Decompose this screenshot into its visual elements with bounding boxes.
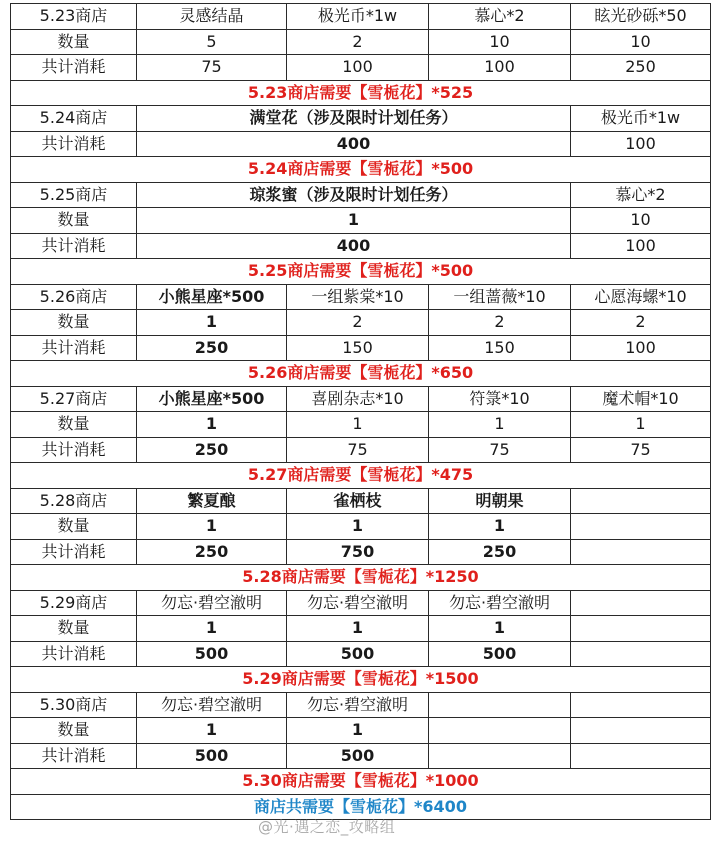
cost-cell: 500: [287, 743, 429, 769]
item-cell: 眩光砂砾*50: [571, 4, 711, 30]
shop-cost-table: [10, 3, 711, 820]
table-row: [11, 233, 711, 259]
quantity-cell: 5: [137, 29, 287, 55]
shop-summary: 5.26商店需要【雪栀花】*650: [11, 361, 711, 387]
empty-cell: [571, 616, 711, 642]
table-row: [11, 641, 711, 667]
cost-cell: 150: [287, 335, 429, 361]
table-row: [11, 386, 711, 412]
empty-cell: [571, 641, 711, 667]
cost-label: 共计消耗: [11, 233, 137, 259]
table-row: [11, 539, 711, 565]
item-cell: 勿忘·碧空澈明: [137, 692, 287, 718]
shop-date-cell: 5.25商店: [11, 182, 137, 208]
table-row: [11, 361, 711, 387]
shop-date-cell: 5.23商店: [11, 4, 137, 30]
item-cell: 小熊星座*500: [137, 386, 287, 412]
cost-cell: 100: [287, 55, 429, 81]
quantity-label: 数量: [11, 29, 137, 55]
cost-cell: 75: [429, 437, 571, 463]
cost-cell: 400: [137, 233, 571, 259]
table-row: [11, 488, 711, 514]
cost-cell: 250: [429, 539, 571, 565]
item-cell: 勿忘·碧空澈明: [429, 590, 571, 616]
cost-label: 共计消耗: [11, 437, 137, 463]
empty-cell: [571, 718, 711, 744]
shop-summary: 5.30商店需要【雪栀花】*1000: [11, 769, 711, 795]
cost-cell: 500: [287, 641, 429, 667]
cost-cell: 400: [137, 131, 571, 157]
quantity-cell: 1: [287, 718, 429, 744]
quantity-cell: 1: [429, 412, 571, 438]
grand-total: 商店共需要【雪栀花】*6400: [11, 794, 711, 820]
shop-summary: 5.24商店需要【雪栀花】*500: [11, 157, 711, 183]
cost-cell: 750: [287, 539, 429, 565]
cost-label: 共计消耗: [11, 641, 137, 667]
cost-label: 共计消耗: [11, 131, 137, 157]
table-row: [11, 412, 711, 438]
cost-cell: 500: [137, 641, 287, 667]
table-row: [11, 769, 711, 795]
cost-cell: 75: [287, 437, 429, 463]
cost-cell: 100: [429, 55, 571, 81]
item-cell: 琼浆蜜（涉及限时计划任务）: [137, 182, 571, 208]
item-cell: 魔术帽*10: [571, 386, 711, 412]
shop-date-cell: 5.26商店: [11, 284, 137, 310]
quantity-label: 数量: [11, 616, 137, 642]
table-row: [11, 616, 711, 642]
cost-cell: 250: [137, 335, 287, 361]
cost-label: 共计消耗: [11, 743, 137, 769]
table-row: [11, 463, 711, 489]
cost-cell: 150: [429, 335, 571, 361]
table-row: [11, 667, 711, 693]
table-row: [11, 692, 711, 718]
table-row: [11, 437, 711, 463]
quantity-cell: 1: [137, 412, 287, 438]
cost-cell: 250: [571, 55, 711, 81]
item-cell: 雀栖枝: [287, 488, 429, 514]
empty-cell: [571, 743, 711, 769]
table-row: [11, 284, 711, 310]
shop-summary: 5.23商店需要【雪栀花】*525: [11, 80, 711, 106]
table-row: [11, 157, 711, 183]
quantity-cell: 2: [571, 310, 711, 336]
quantity-cell: 1: [137, 616, 287, 642]
quantity-cell: 2: [287, 310, 429, 336]
shop-date-cell: 5.27商店: [11, 386, 137, 412]
cost-label: 共计消耗: [11, 539, 137, 565]
table-row: [11, 718, 711, 744]
table-row: [11, 743, 711, 769]
shop-summary: 5.28商店需要【雪栀花】*1250: [11, 565, 711, 591]
quantity-cell: 1: [429, 514, 571, 540]
cost-cell: 100: [571, 335, 711, 361]
table-row: [11, 590, 711, 616]
shop-summary: 5.25商店需要【雪栀花】*500: [11, 259, 711, 285]
item-cell: 慕心*2: [571, 182, 711, 208]
quantity-cell: 1: [137, 718, 287, 744]
cost-cell: 100: [571, 233, 711, 259]
quantity-cell: 10: [429, 29, 571, 55]
table-row: [11, 29, 711, 55]
quantity-cell: 2: [429, 310, 571, 336]
quantity-cell: 1: [429, 616, 571, 642]
item-cell: 极光币*1w: [287, 4, 429, 30]
quantity-cell: 1: [287, 514, 429, 540]
item-cell: 一组紫棠*10: [287, 284, 429, 310]
empty-cell: [571, 539, 711, 565]
watermark: @光·遇之恋_攻略组: [258, 818, 396, 836]
item-cell: 一组蔷薇*10: [429, 284, 571, 310]
cost-cell: 250: [137, 437, 287, 463]
item-cell: 繁夏酿: [137, 488, 287, 514]
quantity-cell: 10: [571, 208, 711, 234]
table-row: [11, 335, 711, 361]
shop-date-cell: 5.28商店: [11, 488, 137, 514]
quantity-cell: 1: [287, 616, 429, 642]
table-row: [11, 208, 711, 234]
item-cell: 极光币*1w: [571, 106, 711, 132]
empty-cell: [571, 514, 711, 540]
cost-cell: 75: [571, 437, 711, 463]
empty-cell: [571, 692, 711, 718]
quantity-cell: 1: [137, 514, 287, 540]
quantity-cell: 2: [287, 29, 429, 55]
empty-cell: [571, 488, 711, 514]
empty-cell: [429, 718, 571, 744]
item-cell: 明朝果: [429, 488, 571, 514]
shop-date-cell: 5.30商店: [11, 692, 137, 718]
item-cell: 灵感结晶: [137, 4, 287, 30]
item-cell: 勿忘·碧空澈明: [287, 590, 429, 616]
cost-cell: 500: [137, 743, 287, 769]
shop-date-cell: 5.29商店: [11, 590, 137, 616]
shop-summary: 5.27商店需要【雪栀花】*475: [11, 463, 711, 489]
table-row: [11, 565, 711, 591]
cost-cell: 75: [137, 55, 287, 81]
item-cell: 喜剧杂志*10: [287, 386, 429, 412]
item-cell: 慕心*2: [429, 4, 571, 30]
empty-cell: [429, 743, 571, 769]
shop-date-cell: 5.24商店: [11, 106, 137, 132]
shop-summary: 5.29商店需要【雪栀花】*1500: [11, 667, 711, 693]
cost-cell: 100: [571, 131, 711, 157]
item-cell: 满堂花（涉及限时计划任务）: [137, 106, 571, 132]
table-row: [11, 106, 711, 132]
quantity-label: 数量: [11, 514, 137, 540]
table-row: [11, 55, 711, 81]
table-row: [11, 4, 711, 30]
table-row: [11, 80, 711, 106]
item-cell: 勿忘·碧空澈明: [137, 590, 287, 616]
quantity-cell: 1: [137, 310, 287, 336]
quantity-label: 数量: [11, 208, 137, 234]
table-row: [11, 310, 711, 336]
quantity-cell: 1: [137, 208, 571, 234]
table-row: [11, 259, 711, 285]
cost-label: 共计消耗: [11, 55, 137, 81]
empty-cell: [571, 590, 711, 616]
table-row: [11, 182, 711, 208]
item-cell: 小熊星座*500: [137, 284, 287, 310]
quantity-cell: 10: [571, 29, 711, 55]
item-cell: 勿忘·碧空澈明: [287, 692, 429, 718]
item-cell: 心愿海螺*10: [571, 284, 711, 310]
quantity-cell: 1: [287, 412, 429, 438]
quantity-cell: 1: [571, 412, 711, 438]
cost-cell: 250: [137, 539, 287, 565]
cost-label: 共计消耗: [11, 335, 137, 361]
quantity-label: 数量: [11, 718, 137, 744]
table-row: [11, 131, 711, 157]
quantity-label: 数量: [11, 310, 137, 336]
item-cell: 符箓*10: [429, 386, 571, 412]
empty-cell: [429, 692, 571, 718]
cost-cell: 500: [429, 641, 571, 667]
table-row: [11, 514, 711, 540]
quantity-label: 数量: [11, 412, 137, 438]
